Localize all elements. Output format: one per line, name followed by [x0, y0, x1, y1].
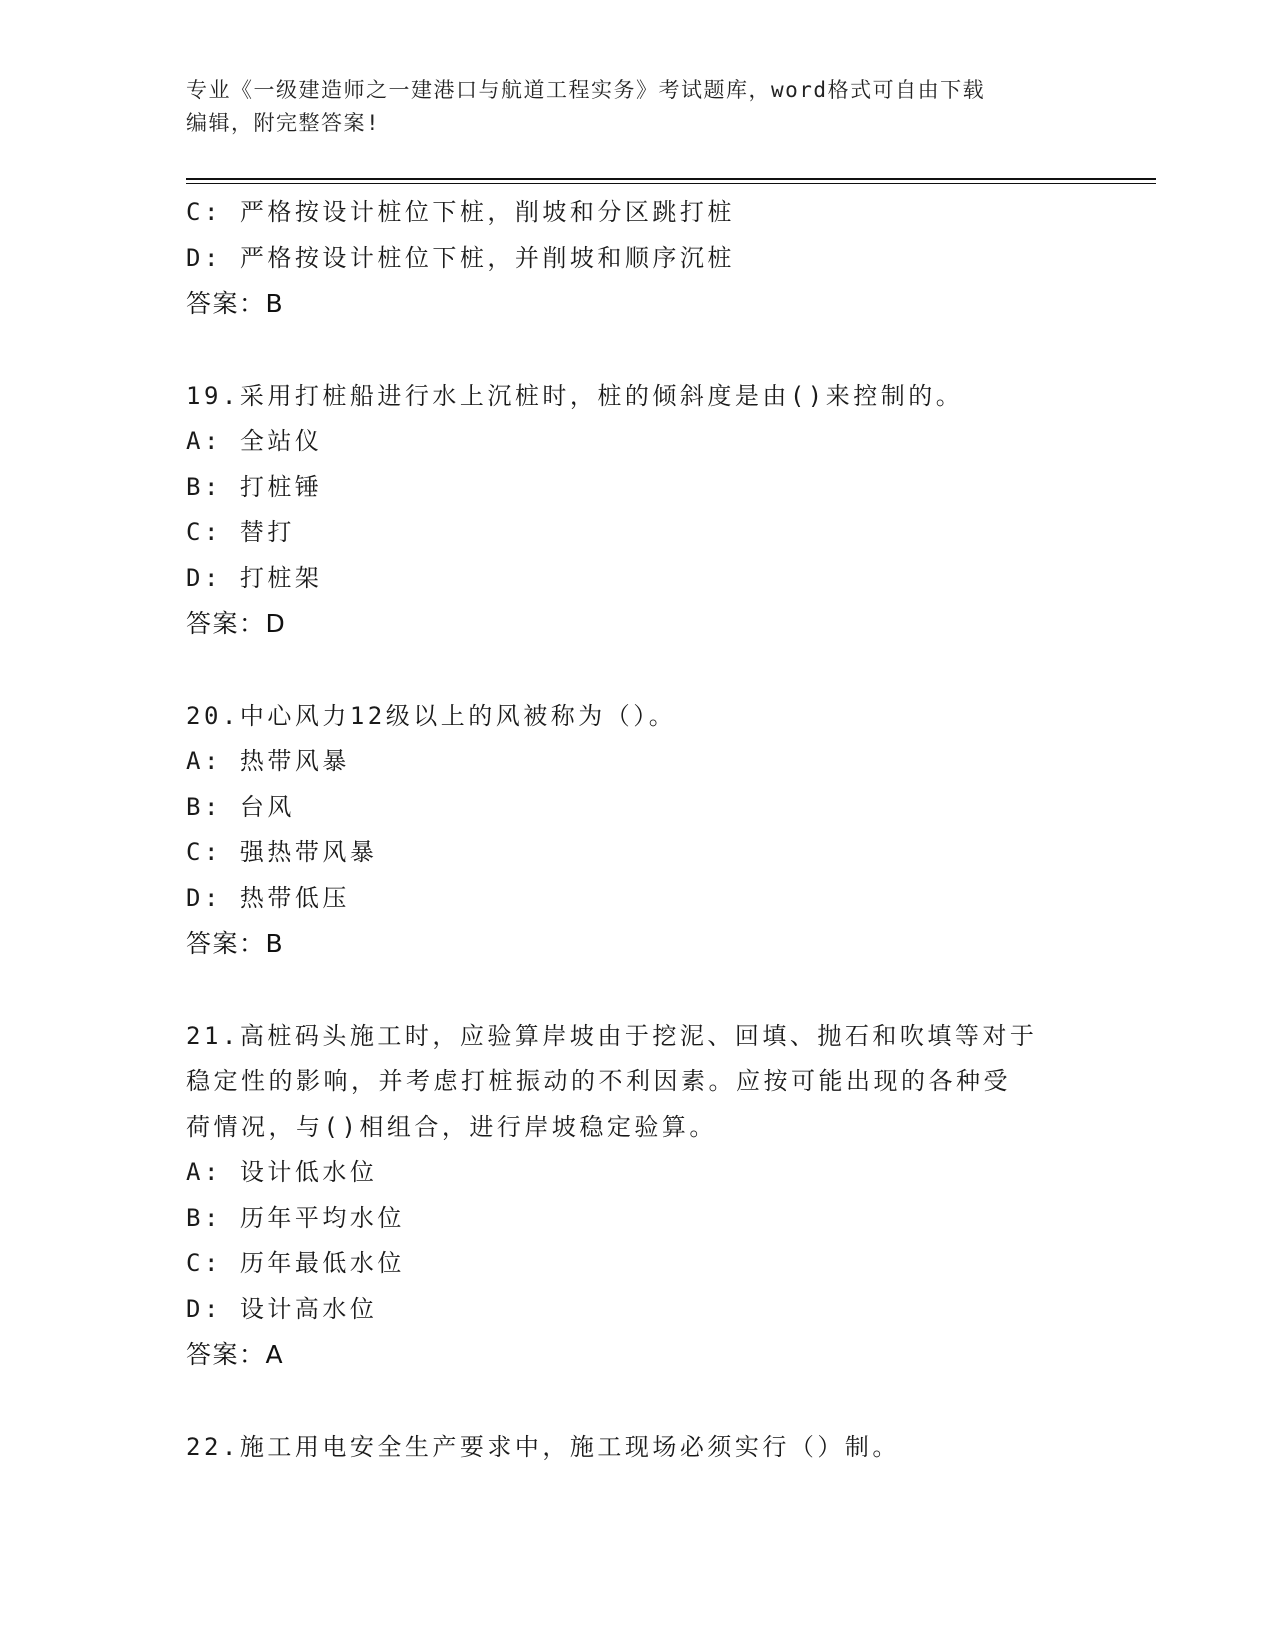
option-a: A: 设计低水位 — [186, 1158, 378, 1186]
continued-question — [186, 190, 1106, 327]
option-c: C: 严格按设计桩位下桩，削坡和分区跳打桩 — [186, 198, 735, 226]
header-rule-thin — [186, 183, 1156, 184]
header-rule-thick — [186, 178, 1156, 180]
question-stem-line-1: 21.高桩码头施工时，应验算岸坡由于挖泥、回填、抛石和吹填等对于 — [186, 1021, 1038, 1050]
question-stem: 22.施工用电安全生产要求中，施工现场必须实行（）制。 — [186, 1432, 900, 1461]
spacer — [186, 327, 1106, 374]
answer: 答案：B — [186, 289, 285, 318]
question-19 — [186, 374, 1106, 647]
answer: 答案：B — [186, 929, 285, 958]
spacer — [186, 647, 1106, 694]
question-21 — [186, 1014, 1106, 1378]
header-line-2: 编辑，附完整答案! — [186, 111, 381, 135]
option-c: C: 强热带风暴 — [186, 838, 378, 866]
option-d: D: 打桩架 — [186, 563, 323, 592]
question-stem: 19.采用打桩船进行水上沉桩时，桩的倾斜度是由()来控制的。 — [186, 381, 964, 410]
option-b: B: 台风 — [186, 792, 295, 821]
question-stem-line-2: 稳定性的影响，并考虑打桩振动的不利因素。应按可能出现的各种受 — [186, 1067, 1011, 1095]
answer: 答案：D — [186, 609, 287, 638]
spacer — [186, 1378, 1106, 1425]
document-header — [186, 74, 1086, 140]
option-b: B: 历年平均水位 — [186, 1203, 405, 1232]
question-stem: 20.中心风力12级以上的风被称为（）。 — [186, 701, 677, 730]
option-a: A: 全站仪 — [186, 427, 323, 455]
answer: 答案：A — [186, 1340, 285, 1369]
spacer — [186, 967, 1106, 1014]
option-d: D: 设计高水位 — [186, 1294, 378, 1323]
question-20 — [186, 694, 1106, 967]
option-c: C: 历年最低水位 — [186, 1249, 405, 1277]
option-d: D: 热带低压 — [186, 883, 350, 912]
header-line-1: 专业《一级建造师之一建港口与航道工程实务》考试题库，word格式可自由下载 — [186, 78, 986, 102]
option-c: C: 替打 — [186, 518, 295, 546]
option-a: A: 热带风暴 — [186, 747, 350, 775]
question-22 — [186, 1425, 1106, 1471]
question-content — [186, 190, 1106, 1470]
option-d: D: 严格按设计桩位下桩，并削坡和顺序沉桩 — [186, 243, 735, 272]
question-stem-line-3: 荷情况，与()相组合，进行岸坡稳定验算。 — [186, 1112, 717, 1141]
option-b: B: 打桩锤 — [186, 472, 323, 501]
